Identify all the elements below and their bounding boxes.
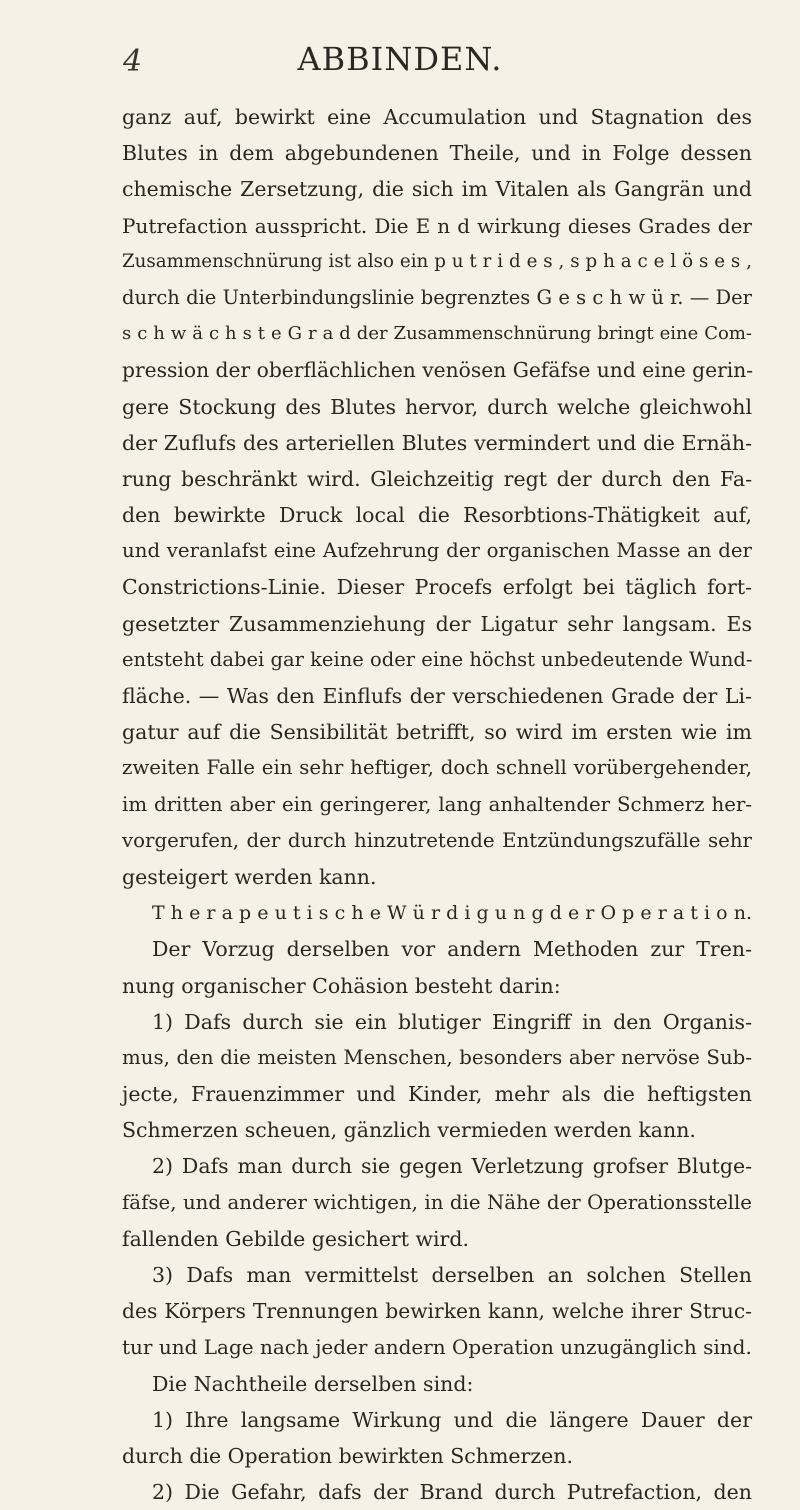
body-text: [122, 99, 752, 1510]
text-line: 2) Die Gefahr, dafs der Brand durch Putrefaction, den: [152, 1480, 752, 1505]
text-line: Schmerzen scheuen, gänzlich vermieden werden kann.: [122, 1118, 696, 1143]
text-line: durch die Unterbindungslinie begrenztes G e s c h w ü r. — Der: [122, 285, 752, 309]
text-line: rung beschränkt wird. Gleichzeitig regt der durch den Fa-: [122, 466, 752, 491]
text-line: zweiten Falle ein sehr heftiger, doch schnell vorübergehender,: [122, 756, 752, 780]
text-line: Blutes in dem abgebundenen Theile, und in Folge dessen: [122, 141, 752, 166]
text-line: fäfse, und anderer wichtigen, in die Nähe der Operationsstelle: [122, 1190, 752, 1214]
text-line: Putrefaction ausspricht. Die E n d wirkung dieses Grades der: [122, 213, 752, 238]
text-line: 2) Dafs man durch sie gegen Verletzung grofser Blutge-: [152, 1154, 752, 1179]
text-line: fläche. — Was den Einflufs der verschiedenen Grade der Li-: [122, 684, 752, 708]
text-line: durch die Operation bewirkten Schmerzen.: [122, 1443, 574, 1468]
text-line: chemische Zersetzung, die sich im Vitalen als Gangrän und: [122, 177, 752, 202]
text-line: gere Stockung des Blutes hervor, durch welche gleichwohl: [122, 394, 752, 419]
text-line: 1) Dafs durch sie ein blutiger Eingriff in den Organis-: [152, 1009, 752, 1034]
text-line: gesetzter Zusammenziehung der Ligatur sehr langsam. Es: [122, 611, 752, 636]
page-header: [0, 40, 800, 92]
text-line: Die Nachtheile derselben sind:: [152, 1371, 474, 1396]
text-line: der Zuflufs des arteriellen Blutes vermindert und die Ernäh-: [122, 430, 752, 455]
text-line: nung organischer Cohäsion besteht darin:: [122, 973, 561, 998]
text-line: gatur auf die Sensibilität betrifft, so wird im ersten wie im: [122, 720, 752, 745]
text-line: Zusammenschnürung ist also ein p u t r i d e s , s p h a c e l ö s e s ,: [122, 250, 752, 272]
text-line: im dritten aber ein geringerer, lang anhaltender Schmerz her-: [122, 792, 752, 816]
text-line: pression der oberflächlichen venösen Gefäfse und eine gerin-: [122, 358, 754, 383]
text-line: 1) Ihre langsame Wirkung und die längere Dauer der: [152, 1407, 752, 1432]
text-line: s c h w ä c h s t e G r a d der Zusammenschnürung bringt eine Com-: [122, 323, 752, 345]
text-line: ganz auf, bewirkt eine Accumulation und Stagnation des: [122, 105, 752, 129]
text-line: jecte, Frauenzimmer und Kinder, mehr als die heftigsten: [122, 1082, 752, 1107]
text-line: mus, den die meisten Menschen, besonders aber nervöse Sub-: [122, 1045, 752, 1069]
text-line: und veranlafst eine Aufzehrung der organischen Masse an der: [122, 539, 752, 563]
text-line: den bewirkte Druck local die Resorbtions-Thätigkeit auf,: [122, 503, 752, 528]
text-line: des Körpers Trennungen bewirken kann, welche ihrer Struc-: [122, 1299, 752, 1324]
running-head-title: ABBINDEN.: [297, 40, 503, 78]
text-line: T h e r a p e u t i s c h e W ü r d i g u n g d e r O p e r a t i o n.: [152, 902, 752, 925]
text-line: Constrictions-Linie. Dieser Procefs erfolgt bei täglich fort-: [122, 575, 752, 600]
text-line: vorgerufen, der durch hinzutretende Entzündungszufälle sehr: [122, 828, 752, 852]
text-line: entsteht dabei gar keine oder eine höchst unbedeutende Wund-: [122, 647, 753, 671]
text-line: fallenden Gebilde gesichert wird.: [122, 1226, 469, 1251]
text-line: 3) Dafs man vermittelst derselben an solchen Stellen: [152, 1263, 752, 1287]
text-line: gesteigert werden kann.: [122, 864, 377, 889]
text-line: tur und Lage nach jeder andern Operation unzugänglich sind.: [122, 1335, 752, 1360]
text-line: Der Vorzug derselben vor andern Methoden zur Tren-: [152, 937, 752, 962]
page-number: 4: [123, 44, 143, 79]
